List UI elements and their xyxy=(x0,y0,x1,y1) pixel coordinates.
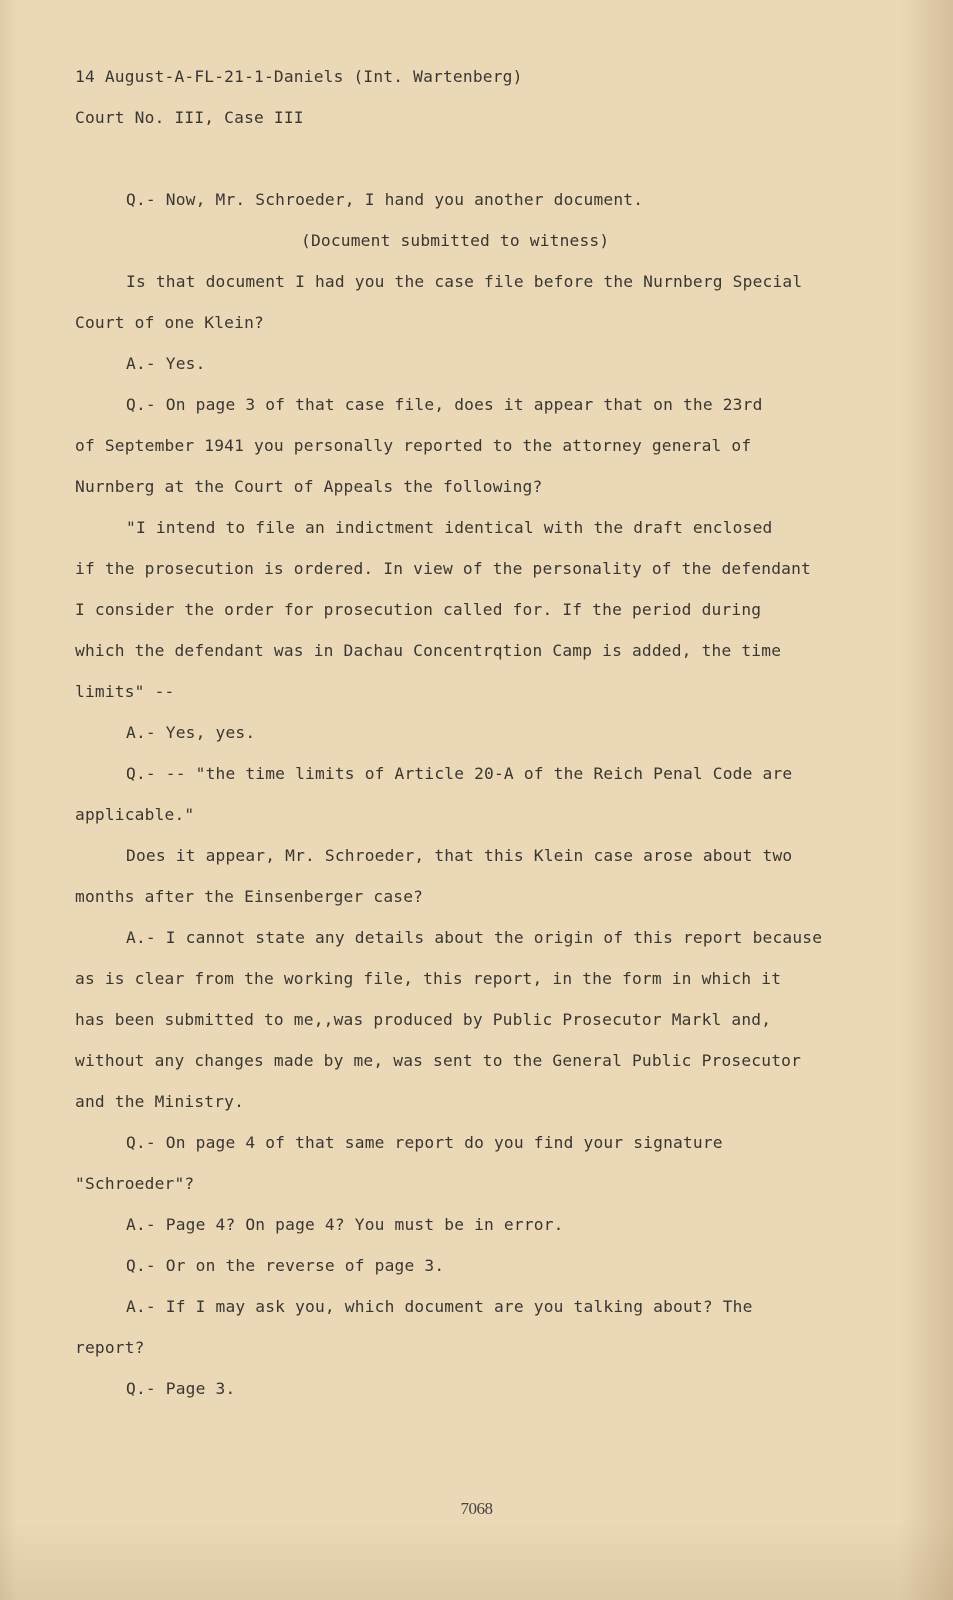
text-line: of September 1941 you personally reported to the attorney general of xyxy=(75,436,752,455)
text-line: A.- Yes, yes. xyxy=(126,723,256,742)
text-line: which the defendant was in Dachau Concentrqtion Camp is added, the time xyxy=(75,641,782,660)
header-line-2: Court No. III, Case III xyxy=(75,108,304,127)
stage-direction: (Document submitted to witness) xyxy=(301,231,610,250)
header-line-1: 14 August-A-FL-21-1-Daniels (Int. Wartenberg) xyxy=(75,67,523,86)
text-line: Q.- -- "the time limits of Article 20-A of the Reich Penal Code are xyxy=(126,764,793,783)
text-line: and the Ministry. xyxy=(75,1092,245,1111)
text-line: Q.- Now, Mr. Schroeder, I hand you another document. xyxy=(126,190,644,209)
text-line: A.- I cannot state any details about the origin of this report because xyxy=(126,928,823,947)
text-line: Q.- Or on the reverse of page 3. xyxy=(126,1256,445,1275)
text-line: I consider the order for prosecution called for. If the period during xyxy=(75,600,762,619)
text-line: limits" -- xyxy=(75,682,175,701)
text-line: Does it appear, Mr. Schroeder, that this Klein case arose about two xyxy=(126,846,793,865)
text-line: Q.- On page 4 of that same report do you find your signature xyxy=(126,1133,723,1152)
text-line: Q.- On page 3 of that case file, does it appear that on the 23rd xyxy=(126,395,763,414)
text-line: report? xyxy=(75,1338,145,1357)
text-line: A.- If I may ask you, which document are you talking about? The xyxy=(126,1297,753,1316)
text-line: Court of one Klein? xyxy=(75,313,264,332)
text-line: "Schroeder"? xyxy=(75,1174,195,1193)
text-line: Q.- Page 3. xyxy=(126,1379,236,1398)
text-line: as is clear from the working file, this report, in the form in which it xyxy=(75,969,782,988)
text-line: "I intend to file an indictment identical with the draft enclosed xyxy=(126,518,773,537)
text-line: A.- Page 4? On page 4? You must be in error. xyxy=(126,1215,564,1234)
text-line: without any changes made by me, was sent to the General Public Prosecutor xyxy=(75,1051,802,1070)
text-line: if the prosecution is ordered. In view of the personality of the defendant xyxy=(75,559,811,578)
text-line: A.- Yes. xyxy=(126,354,206,373)
text-line: Nurnberg at the Court of Appeals the following? xyxy=(75,477,543,496)
text-line: Is that document I had you the case file before the Nurnberg Special xyxy=(126,272,803,291)
text-line: has been submitted to me,,was produced by Public Prosecutor Markl and, xyxy=(75,1010,772,1029)
text-line: months after the Einsenberger case? xyxy=(75,887,424,906)
page-number: 7068 xyxy=(460,1499,493,1518)
text-line: applicable." xyxy=(75,805,195,824)
